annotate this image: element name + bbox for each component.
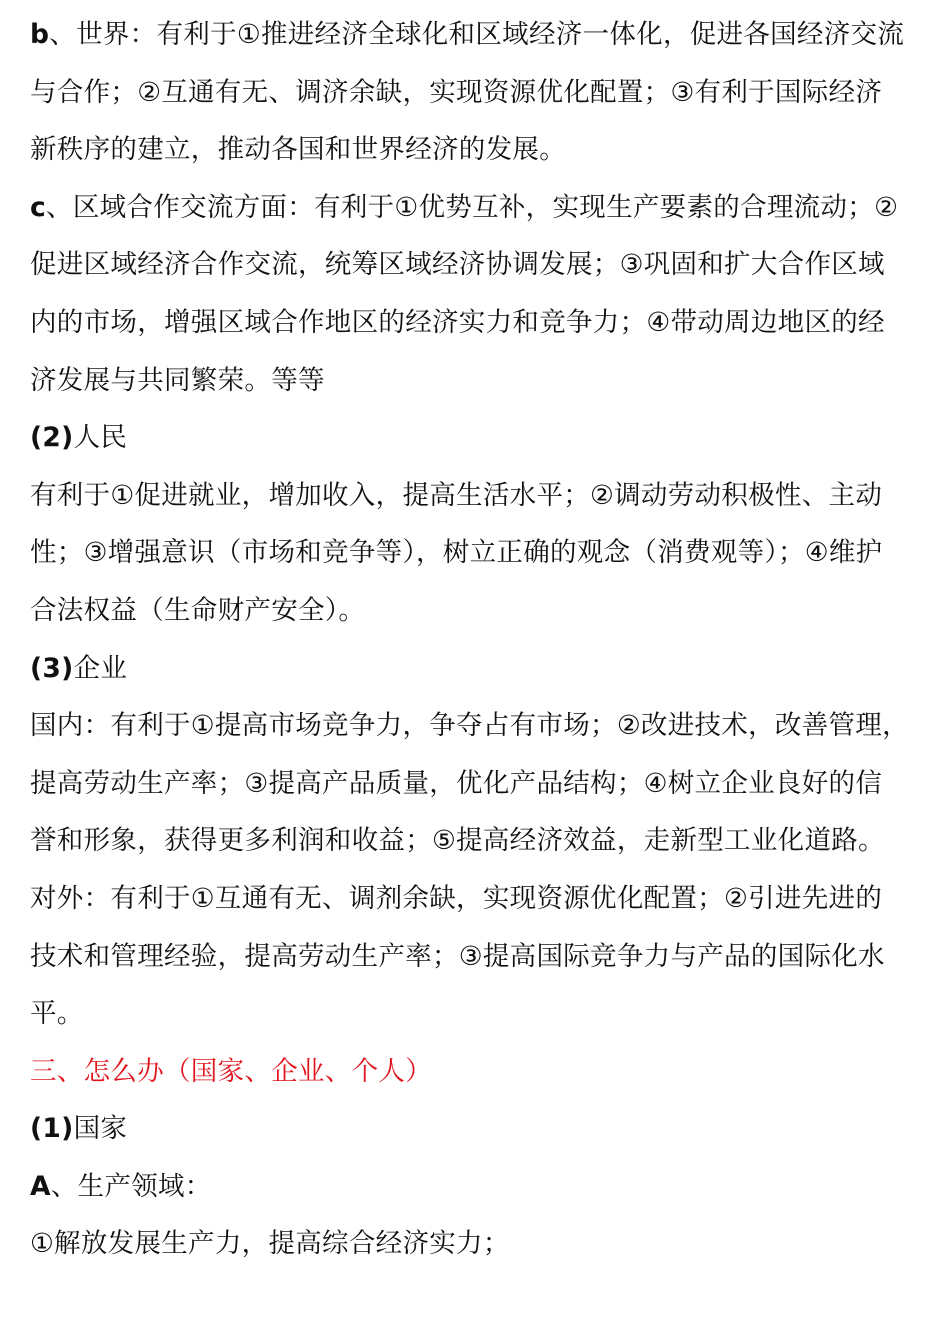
text-line: 合法权益（生命财产安全）。 — [30, 594, 366, 626]
text-line: 誉和形象，获得更多利润和收益；⑤提高经济效益，走新型工业化道路。 — [30, 825, 885, 857]
text-line: 济发展与共同繁荣。等等 — [30, 364, 325, 396]
text-line: 有利于①促进就业，增加收入，提高生活水平；②调动劳动积极性、主动 — [30, 479, 883, 511]
text-line: 新秩序的建立，推动各国和世界经济的发展。 — [30, 134, 566, 166]
section-heading-people: (2)人民 — [30, 422, 128, 454]
text-line: 性；③增强意识（市场和竞争等），树立正确的观念（消费观等）；④维护 — [30, 537, 883, 569]
text-line: 提高劳动生产率；③提高产品质量，优化产品结构；④树立企业良好的信 — [30, 767, 883, 799]
text-line: 技术和管理经验，提高劳动生产率；③提高国际竞争力与产品的国际化水 — [30, 940, 885, 972]
text-line: 与合作；②互通有无、调济余缺，实现资源优化配置；③有利于国际经济 — [30, 76, 883, 108]
text-line: 对外：有利于①互通有无、调剂余缺，实现资源优化配置；②引进先进的 — [30, 882, 883, 914]
text-line: 内的市场，增强区域合作地区的经济实力和竞争力；④带动周边地区的经 — [30, 306, 885, 338]
section-heading-what-to-do: 三、怎么办（国家、企业、个人） — [30, 1055, 432, 1087]
text-line-world: b、世界：有利于①推进经济全球化和区域经济一体化，促进各国经济交流 — [30, 19, 905, 50]
document-page — [30, 6, 928, 1273]
subheading-production: A、生产领域： — [30, 1170, 212, 1202]
section-heading-country: (1)国家 — [30, 1113, 128, 1145]
text-line: 促进区域经济合作交流，统筹区域经济协调发展；③巩固和扩大合作区域 — [30, 249, 885, 281]
text-line: 国内：有利于①提高市场竞争力，争夺占有市场；②改进技术，改善管理， — [30, 710, 909, 742]
text-line: 平。 — [30, 998, 84, 1030]
text-line: ①解放发展生产力，提高综合经济实力； — [30, 1228, 510, 1260]
section-heading-enterprise: (3)企业 — [30, 652, 128, 684]
text-line-regional: c、区域合作交流方面：有利于①优势互补，实现生产要素的合理流动；② — [30, 191, 899, 223]
